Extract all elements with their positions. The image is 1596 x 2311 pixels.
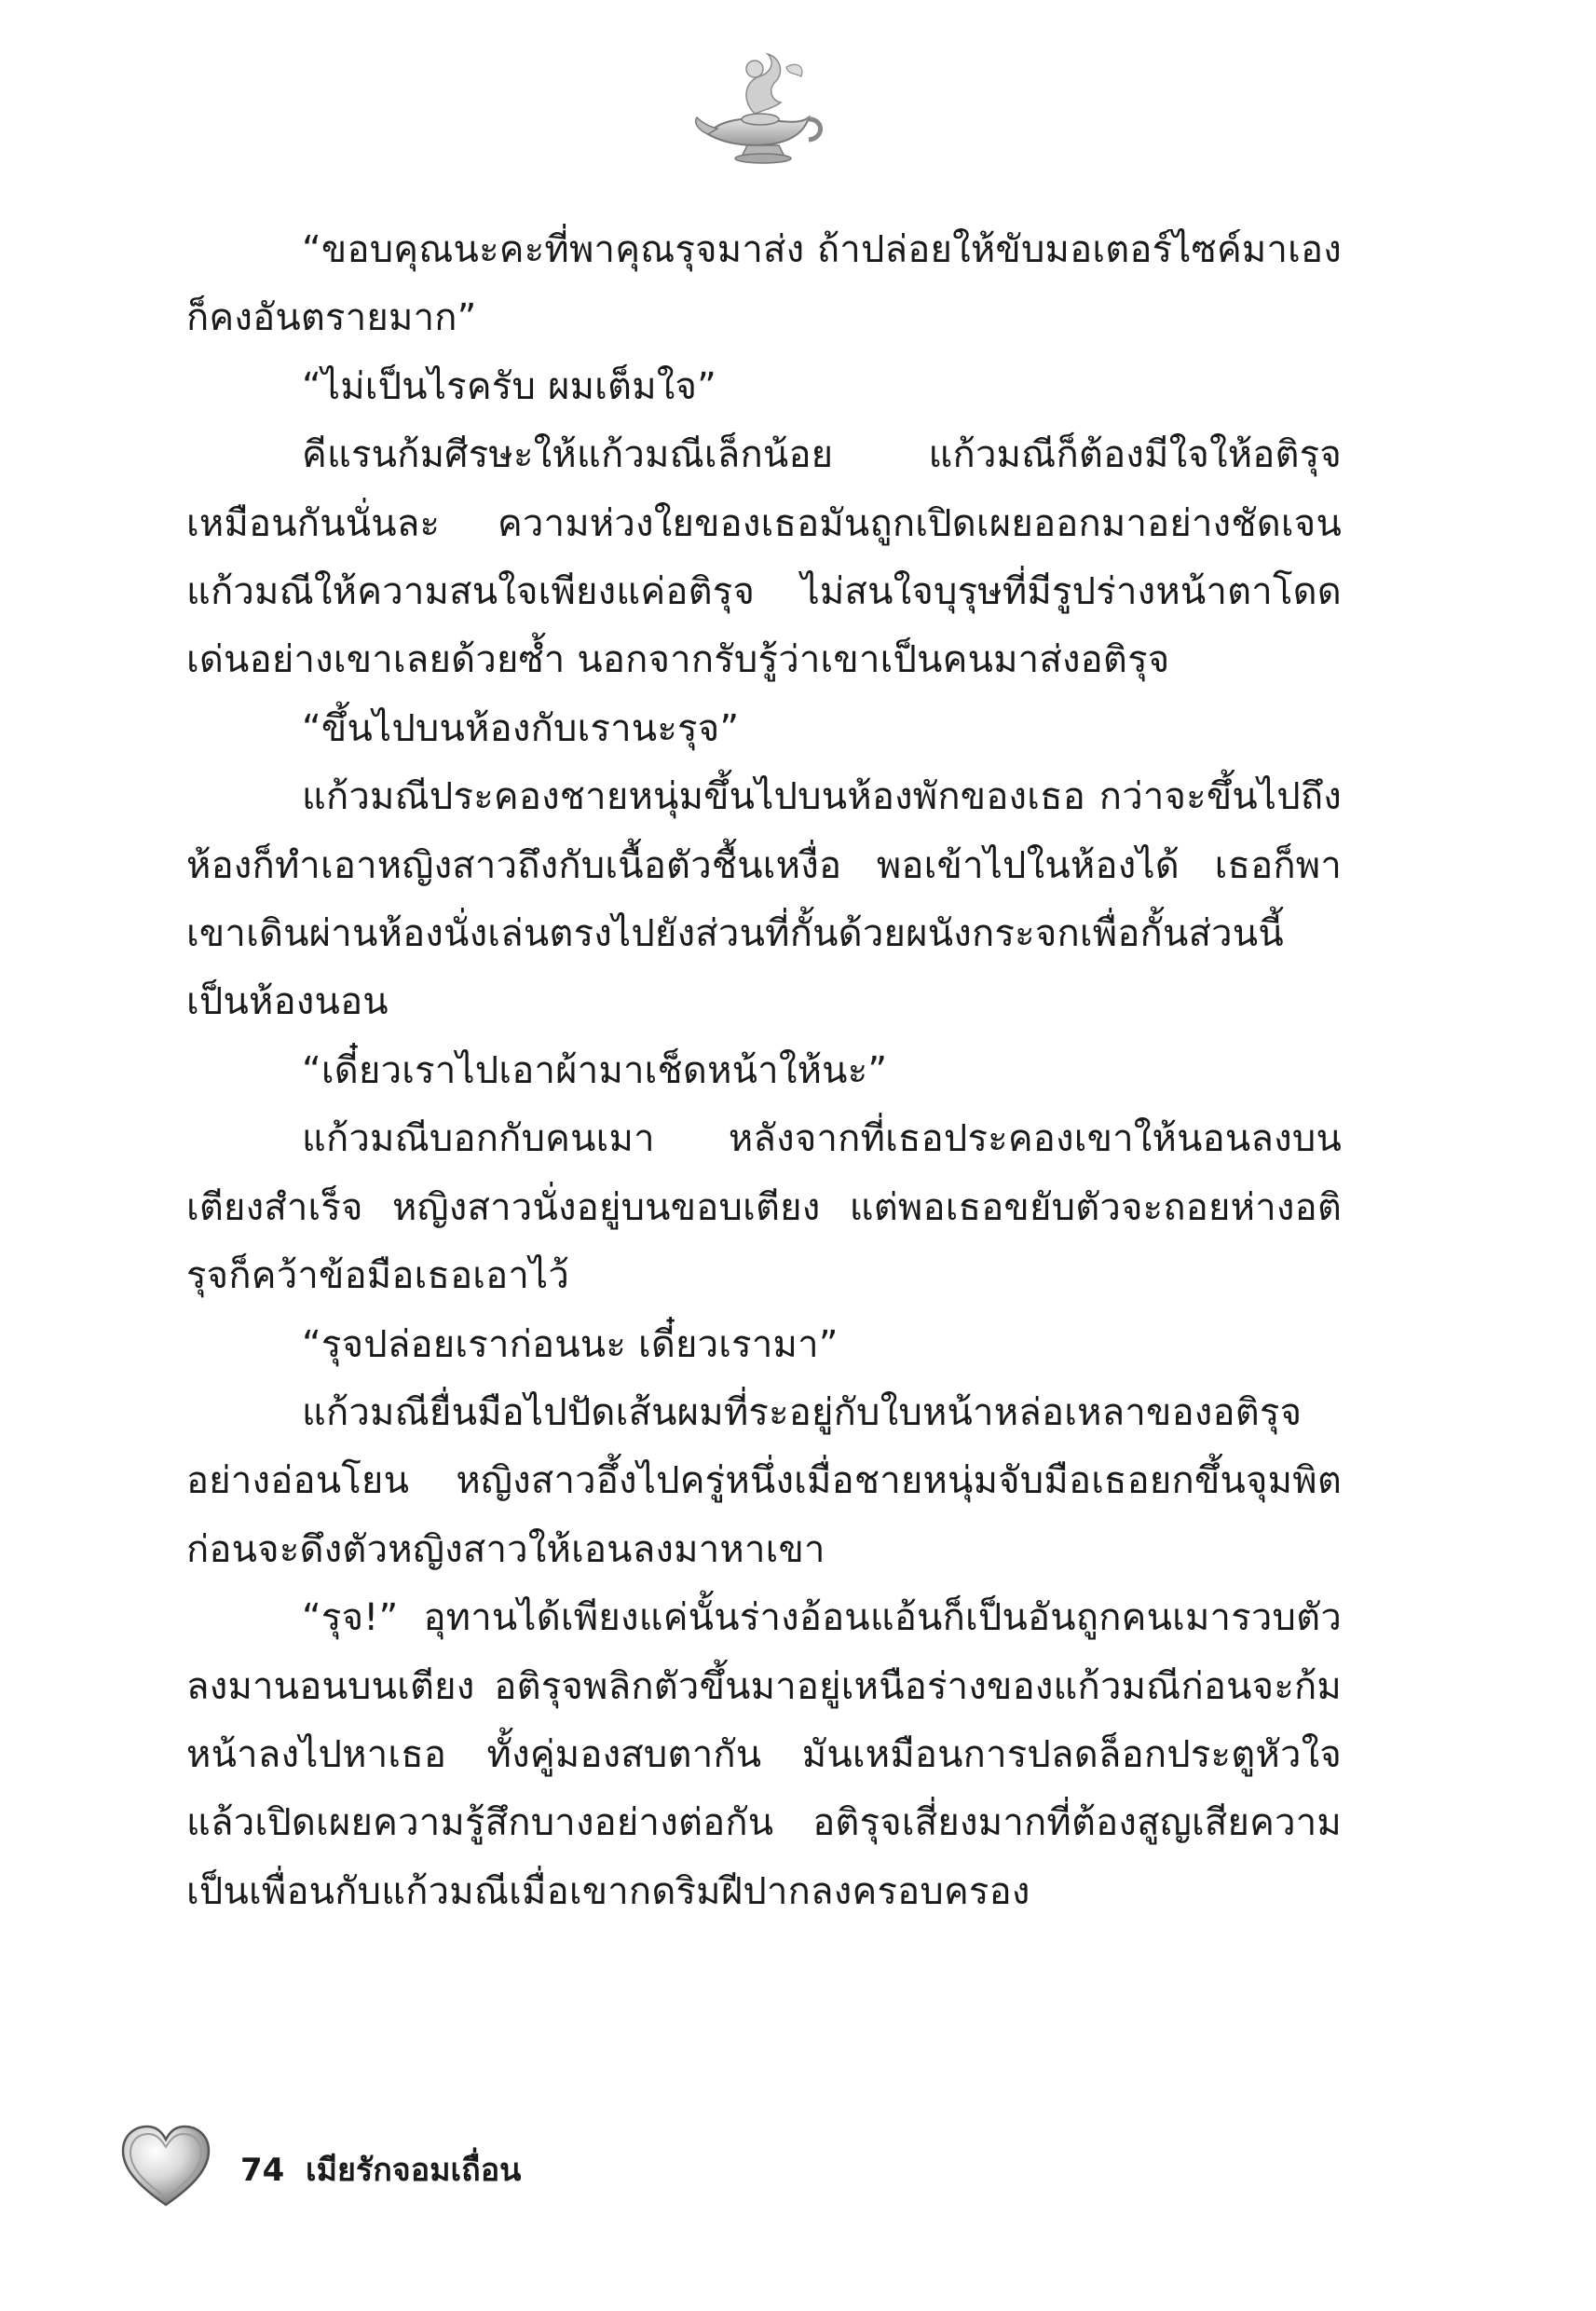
paragraph: แก้วมณีประคองชายหนุ่มขึ้นไปบนห้องพักของเธอ กว่าจะขึ้นไปถึงห้องก็ทำเอาหญิงสาวถึงกับเนื้อตัวชื้นเหงื่อ พอเข้าไปในห้องได้ เธอก็พาเขาเดินผ่านห้องนั่งเล่นตรงไปยังส่วนที่กั้นด้วยผนังกระจกเพื่อกั้นส่วนนี้เป็นห้องนอน [186, 775, 1342, 1024]
paragraph: “รุจ!” อุทานได้เพียงแค่นั้นร่างอ้อนแอ้นก็เป็นอันถูกคนเมารวบตัวลงมานอนบนเตียง อติรุจพลิกตัวขึ้นมาอยู่เหนือร่างของแก้วมณีก่อนจะก้มหน้าลงไปหาเธอ ทั้งคู่มองสบตากัน มันเหมือนการปลดล็อกประตูหัวใจแล้วเปิดเผยความรู้สึกบางอย่างต่อกัน อติรุจเสี่ยงมากที่ต้องสูญเสียความเป็นเพื่อนกับแก้วมณีเมื่อเขากดริมฝีปากลงครอบครอง [186, 1596, 1342, 1913]
paragraph: แก้วมณีบอกกับคนเมา หลังจากที่เธอประคองเขาให้นอนลงบนเตียงสำเร็จ หญิงสาวนั่งอยู่บนขอบเตียง แต่พอเธอขยับตัวจะถอยห่างอติรุจก็คว้าข้อมือเธอเอาไว้ [186, 1117, 1342, 1298]
genie-lamp-icon [689, 48, 829, 170]
book-title: เมียรักจอมเถื่อน [306, 2152, 522, 2189]
page-number: 74 [240, 2152, 285, 2189]
paragraph: “ขึ้นไปบนห้องกับเรานะรุจ” [302, 706, 740, 750]
paragraph: “ไม่เป็นไรครับ ผมเต็มใจ” [302, 364, 717, 408]
page-footer [119, 2125, 865, 2227]
paragraph: แก้วมณียื่นมือไปปัดเส้นผมที่ระอยู่กับใบหน้าหล่อเหลาของอติรุจอย่างอ่อนโยน หญิงสาวอึ้งไปครู่หนึ่งเมื่อชายหนุ่มจับมือเธอยกขึ้นจุมพิตก่อนจะดึงตัวหญิงสาวให้เอนลงมาหาเขา [186, 1390, 1342, 1571]
heart-icon [119, 2125, 212, 2210]
body-text [186, 216, 1342, 1926]
paragraph: “รุจปล่อยเราก่อนนะ เดี๋ยวเรามา” [302, 1322, 839, 1366]
paragraph: “ขอบคุณนะคะที่พาคุณรุจมาส่ง ถ้าปล่อยให้ขับมอเตอร์ไซค์มาเองก็คงอันตรายมาก” [186, 228, 1342, 340]
paragraph: คีแรนก้มศีรษะให้แก้วมณีเล็กน้อย แก้วมณีก็ต้องมีใจให้อติรุจเหมือนกันนั่นละ ความห่วงใยของเธอมันถูกเปิดเผยออกมาอย่างชัดเจน แก้วมณีให้ความสนใจเพียงแค่อติรุจ ไม่สนใจบุรุษที่มีรูปร่างหน้าตาโดดเด่นอย่างเขาเลยด้วยซ้ำ นอกจากรับรู้ว่าเขาเป็นคนมาส่งอติรุจ [186, 433, 1342, 682]
paragraph: “เดี๋ยวเราไปเอาผ้ามาเช็ดหน้าให้นะ” [302, 1048, 888, 1092]
